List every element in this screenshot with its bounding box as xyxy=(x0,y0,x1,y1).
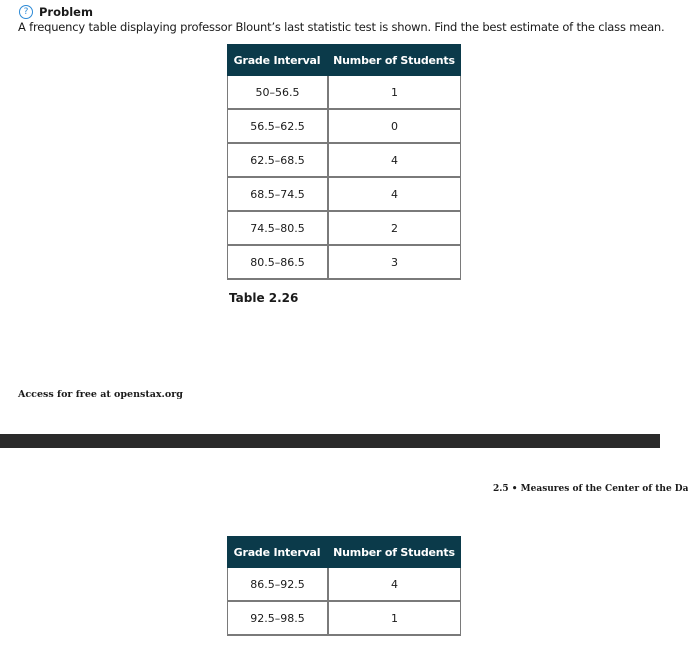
grade-interval-cell: 92.5–98.5 xyxy=(227,602,327,636)
help-circle-icon: ? xyxy=(19,5,33,19)
table-header-row xyxy=(227,536,461,568)
table-row xyxy=(227,246,461,280)
column-header-grade-interval: Grade Interval xyxy=(227,44,327,76)
table-row xyxy=(227,602,461,636)
column-header-grade-interval: Grade Interval xyxy=(227,536,327,568)
student-count-cell: 4 xyxy=(327,144,461,178)
grade-interval-cell: 86.5–92.5 xyxy=(227,568,327,602)
frequency-table xyxy=(227,44,461,280)
grade-interval-cell: 74.5–80.5 xyxy=(227,212,327,246)
table-header-row xyxy=(227,44,461,76)
grade-interval-cell: 80.5–86.5 xyxy=(227,246,327,280)
table-row xyxy=(227,144,461,178)
running-header: 2.5 • Measures of the Center of the Da xyxy=(493,484,688,494)
table-row xyxy=(227,568,461,602)
frequency-table-continued xyxy=(227,536,461,636)
table-row xyxy=(227,110,461,144)
grade-interval-cell: 56.5–62.5 xyxy=(227,110,327,144)
table-caption: Table 2.26 xyxy=(229,291,299,305)
table-row xyxy=(227,178,461,212)
grade-interval-cell: 50–56.5 xyxy=(227,76,327,110)
problem-heading xyxy=(19,4,93,20)
table-row xyxy=(227,76,461,110)
student-count-cell: 4 xyxy=(327,178,461,212)
student-count-cell: 2 xyxy=(327,212,461,246)
page-divider xyxy=(0,434,660,448)
student-count-cell: 1 xyxy=(327,602,461,636)
student-count-cell: 4 xyxy=(327,568,461,602)
column-header-number-of-students: Number of Students xyxy=(327,536,461,568)
table-row xyxy=(227,212,461,246)
problem-title: Problem xyxy=(39,5,93,19)
student-count-cell: 0 xyxy=(327,110,461,144)
column-header-number-of-students: Number of Students xyxy=(327,44,461,76)
grade-interval-cell: 68.5–74.5 xyxy=(227,178,327,212)
student-count-cell: 1 xyxy=(327,76,461,110)
problem-statement: A frequency table displaying professor Blount’s last statistic test is shown. Find the best estimate of the class mean. xyxy=(18,20,665,34)
footer-access-note: Access for free at openstax.org xyxy=(18,389,183,400)
student-count-cell: 3 xyxy=(327,246,461,280)
grade-interval-cell: 62.5–68.5 xyxy=(227,144,327,178)
